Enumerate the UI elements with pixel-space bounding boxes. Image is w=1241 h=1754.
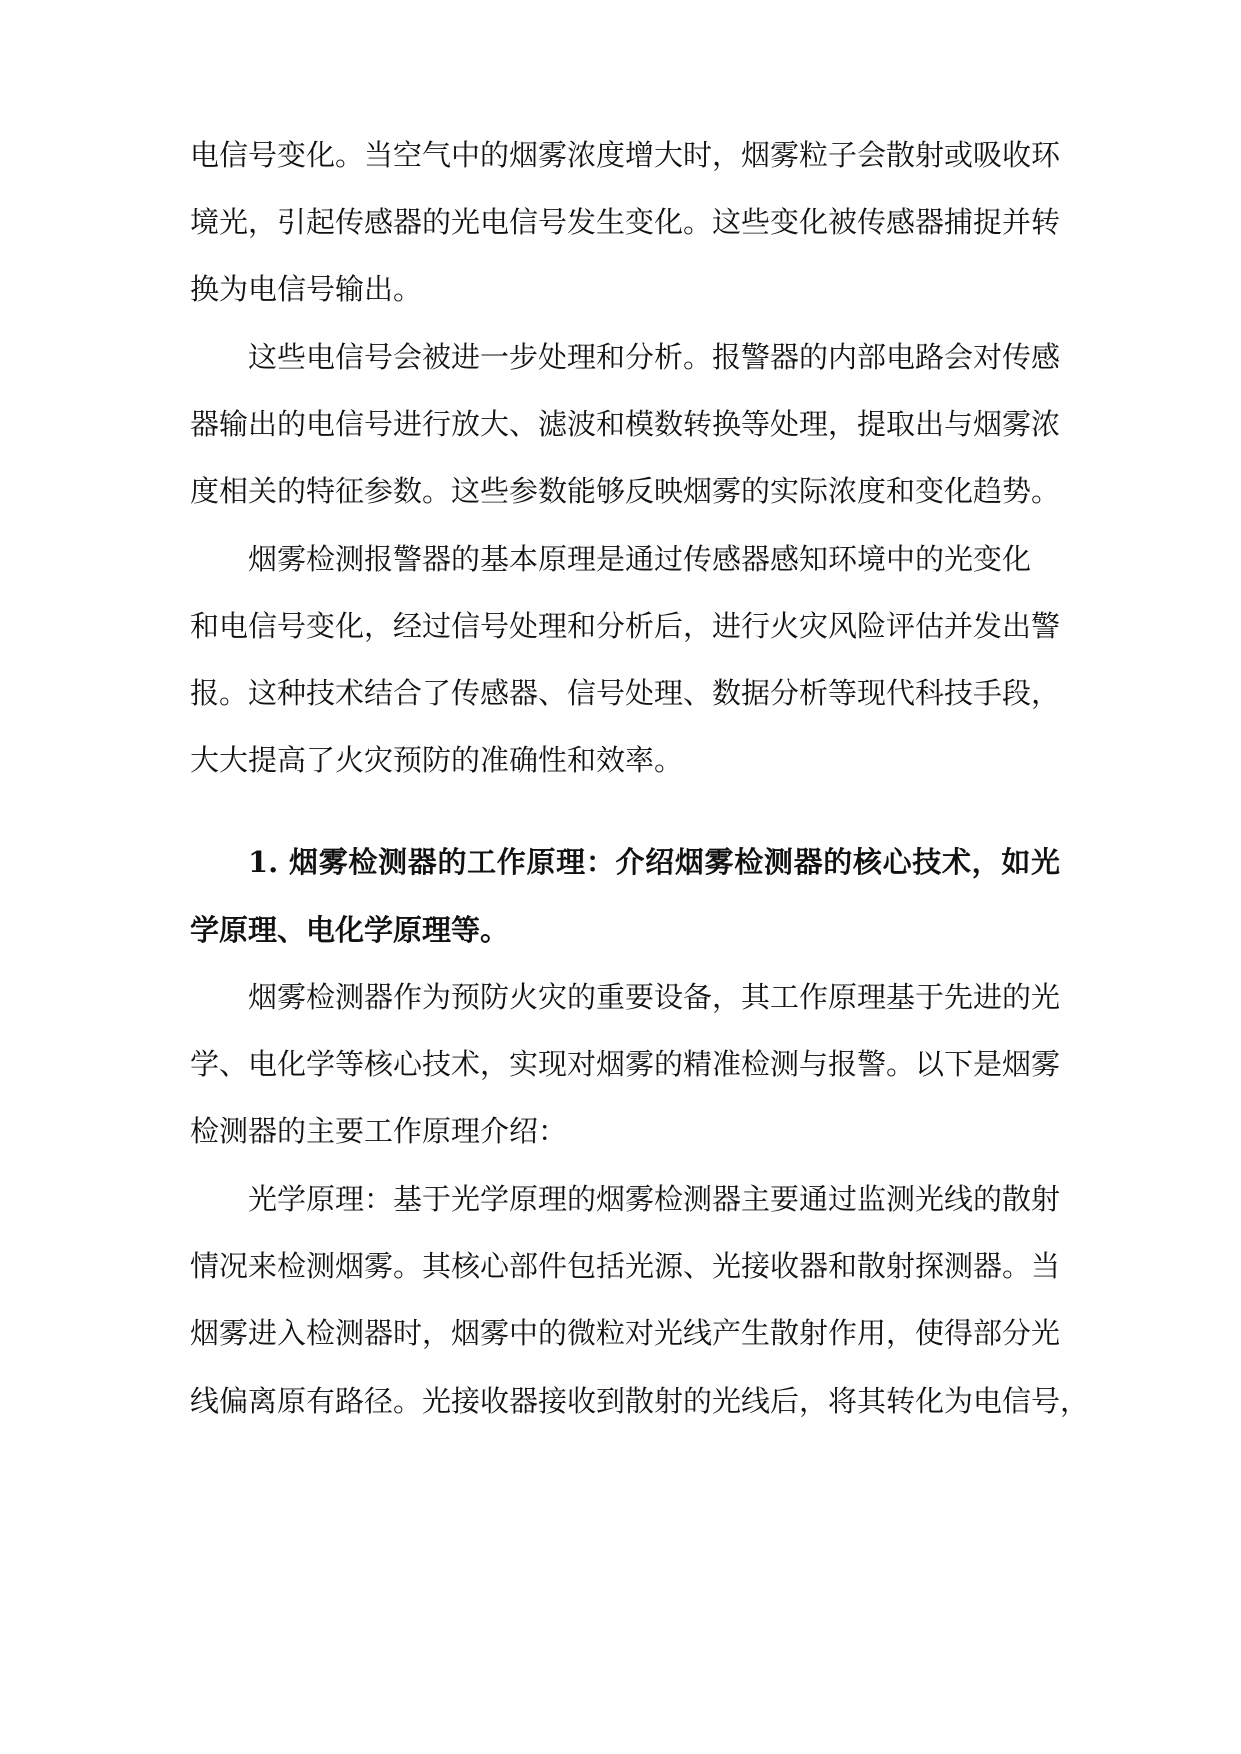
paragraph-3-line-3: 报。这种技术结合了传感器、信号处理、数据分析等现代科技手段， — [190, 676, 1061, 710]
paragraph-5-line-2: 学、电化学等核心技术，实现对烟雾的精准检测与报警。以下是烟雾 — [190, 1047, 1061, 1081]
paragraph-1-line-1: 电信号变化。当空气中的烟雾浓度增大时，烟雾粒子会散射或吸收环 — [190, 138, 1061, 172]
paragraph-6-line-4: 线偏离原有路径。光接收器接收到散射的光线后，将其转化为电信号， — [190, 1384, 1090, 1418]
section-heading-line-1: 1. 烟雾检测器的工作原理：介绍烟雾检测器的核心技术，如光 — [248, 845, 1060, 879]
paragraph-6-line-3: 烟雾进入检测器时，烟雾中的微粒对光线产生散射作用，使得部分光 — [190, 1316, 1061, 1350]
section-heading-line-2: 学原理、电化学原理等。 — [190, 913, 510, 947]
paragraph-5-line-3: 检测器的主要工作原理介绍： — [190, 1114, 568, 1148]
paragraph-6-line-2: 情况来检测烟雾。其核心部件包括光源、光接收器和散射探测器。当 — [190, 1249, 1061, 1283]
paragraph-3-line-4: 大大提高了火灾预防的准确性和效率。 — [190, 743, 684, 777]
paragraph-2-line-2: 器输出的电信号进行放大、滤波和模数转换等处理，提取出与烟雾浓 — [190, 407, 1061, 441]
paragraph-1-line-3: 换为电信号输出。 — [190, 272, 423, 306]
paragraph-1-line-2: 境光，引起传感器的光电信号发生变化。这些变化被传感器捕捉并转 — [190, 205, 1061, 239]
paragraph-3-line-1: 烟雾检测报警器的基本原理是通过传感器感知环境中的光变化 — [248, 542, 1032, 576]
paragraph-2-line-3: 度相关的特征参数。这些参数能够反映烟雾的实际浓度和变化趋势。 — [190, 474, 1061, 508]
paragraph-3-line-2: 和电信号变化，经过信号处理和分析后，进行火灾风险评估并发出警 — [190, 609, 1061, 643]
paragraph-6-line-1: 光学原理：基于光学原理的烟雾检测器主要通过监测光线的散射 — [248, 1182, 1061, 1216]
paragraph-2-line-1: 这些电信号会被进一步处理和分析。报警器的内部电路会对传感 — [248, 340, 1061, 374]
paragraph-5-line-1: 烟雾检测器作为预防火灾的重要设备，其工作原理基于先进的光 — [248, 980, 1061, 1014]
